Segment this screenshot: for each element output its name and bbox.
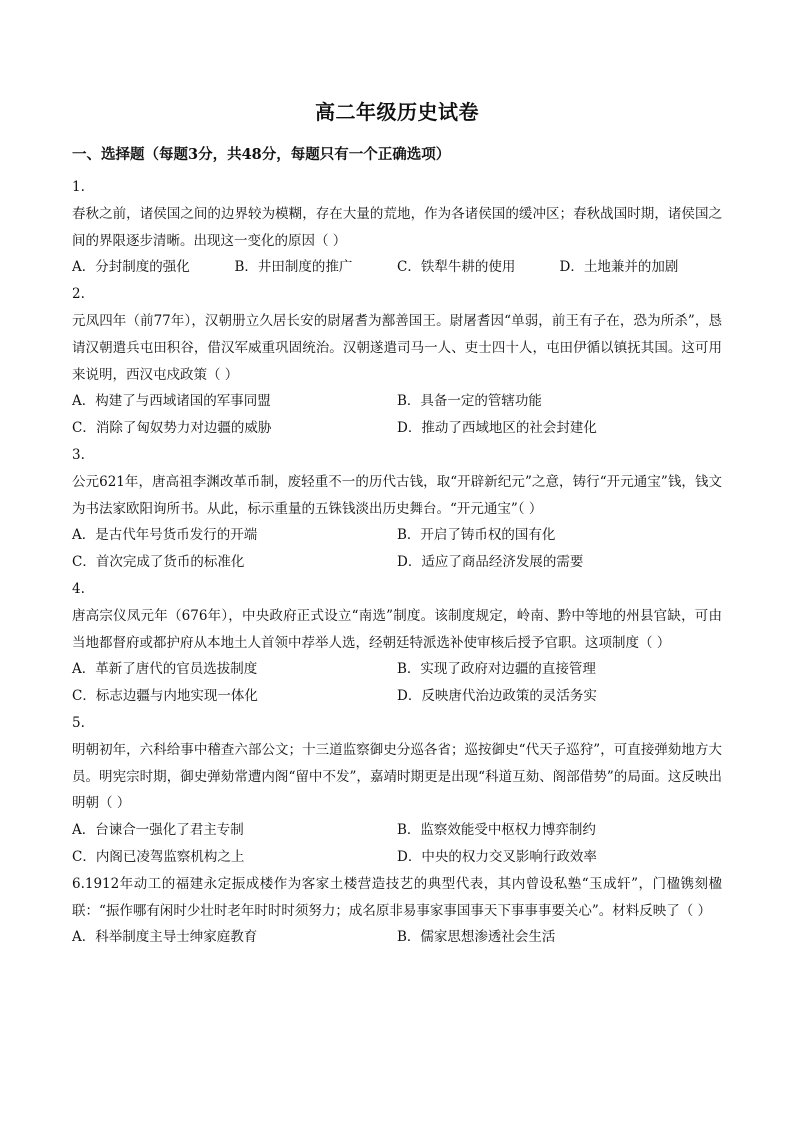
option-a: A．分封制度的强化 xyxy=(72,259,190,276)
option-b: B．儒家思想渗透社会生活 xyxy=(397,929,556,946)
option-a: A．科举制度主导士绅家庭教育 xyxy=(72,929,258,946)
option-d: D．反映唐代治边政策的灵活务实 xyxy=(397,688,597,705)
question-1 xyxy=(72,174,722,281)
options-grid xyxy=(72,817,722,871)
question-number: 4. xyxy=(72,580,85,597)
question-stem: 唐高宗仪凤元年（676年），中央政府正式设立“南选”制度。该制度规定，岭南、黔中等地的州县官缺，可由当地都督府或都护府从本地土人首领中荐举人选，经朝廷特派选补使审核后授予官职。这项制度（ ） xyxy=(72,607,722,651)
options-row xyxy=(72,254,722,281)
exam-title: 高二年级历史试卷 xyxy=(315,100,479,124)
question-stem: 春秋之前，诸侯国之间的边界较为模糊，存在大量的荒地，作为各诸侯国的缓冲区；春秋战国时期，诸侯国之间的界限逐步清晰。出现这一变化的原因（ ） xyxy=(72,205,722,249)
section-header: 一、选择题（每题3分，共48分，每题只有一个正确选项） xyxy=(72,146,451,163)
option-a: A．是古代年号货币发行的开端 xyxy=(72,527,258,544)
question-6 xyxy=(72,871,722,951)
question-number: 3. xyxy=(72,446,85,463)
question-stem: 明朝初年，六科给事中稽查六部公文；十三道监察御史分巡各省；巡按御史“代天子巡狩”，可直接弹劾地方大员。明宪宗时期，御史弹劾常遭内阁“留中不发”，嘉靖时期更是出现“科道互劾、阁部借势”的局面。这反映出明朝（ ） xyxy=(72,741,722,812)
option-b: B．实现了政府对边疆的直接管理 xyxy=(397,661,596,678)
option-d: D．土地兼并的加剧 xyxy=(559,259,679,276)
option-b: B．监察效能受中枢权力博弈制约 xyxy=(397,822,596,839)
option-c: C．首次完成了货币的标准化 xyxy=(72,554,245,571)
exam-page xyxy=(72,96,722,951)
question-stem: 6.1912年动工的福建永定振成楼作为客家土楼营造技艺的典型代表，其内曾设私塾“玉成轩”，门楹镌刻楹联：“振作哪有闲时少壮时老年时时时须努力；成名原非易事家事国事天下事事事要关心”。材料反映了（ ） xyxy=(72,875,722,919)
option-b: B．开启了铸币权的国有化 xyxy=(397,527,556,544)
option-d: D．中央的权力交叉影响行政效率 xyxy=(397,848,597,865)
question-stem: 公元621年，唐高祖李渊改革币制，废轻重不一的历代古钱，取“开辟新纪元”之意，铸行“开元通宝”钱，钱文为书法家欧阳询所书。从此，标示重量的五铢钱淡出历史舞台。“开元通宝”（ ） xyxy=(72,473,722,517)
question-3 xyxy=(72,442,722,576)
question-2 xyxy=(72,281,722,442)
option-c: C．内阁已凌驾监察机构之上 xyxy=(72,848,245,865)
option-a: A．台谏合一强化了君主专制 xyxy=(72,822,244,839)
option-b: B．具备一定的管辖功能 xyxy=(397,393,542,410)
question-number: 2. xyxy=(72,286,85,303)
option-b: B．井田制度的推广 xyxy=(234,259,353,276)
options-grid xyxy=(72,522,722,576)
option-c: C．消除了匈奴势力对边疆的威胁 xyxy=(72,420,272,437)
question-stem: 元凤四年（前77年），汉朝册立久居长安的尉屠耆为鄯善国王。尉屠耆因“单弱，前王有子在，恐为所杀”，恳请汉朝遣兵屯田积谷，借汉军威重巩固统治。汉朝遂遣司马一人、吏士四十人，屯田伊循以镇抚其国。这可用来说明，西汉屯戍政策（ ） xyxy=(72,312,722,383)
options-grid xyxy=(72,656,722,710)
question-number: 5. xyxy=(72,714,85,731)
option-d: D．推动了西域地区的社会封建化 xyxy=(397,420,597,437)
option-a: A．构建了与西域诸国的军事同盟 xyxy=(72,393,271,410)
question-number: 1. xyxy=(72,179,85,195)
question-5 xyxy=(72,710,722,871)
option-d: D．适应了商品经济发展的需要 xyxy=(397,554,584,571)
question-4 xyxy=(72,576,722,710)
options-grid xyxy=(72,388,722,442)
option-c: C．铁犁牛耕的使用 xyxy=(397,259,516,276)
option-a: A．革新了唐代的官员选拔制度 xyxy=(72,661,258,678)
options-grid xyxy=(72,924,722,951)
option-c: C．标志边疆与内地实现一体化 xyxy=(72,688,258,705)
